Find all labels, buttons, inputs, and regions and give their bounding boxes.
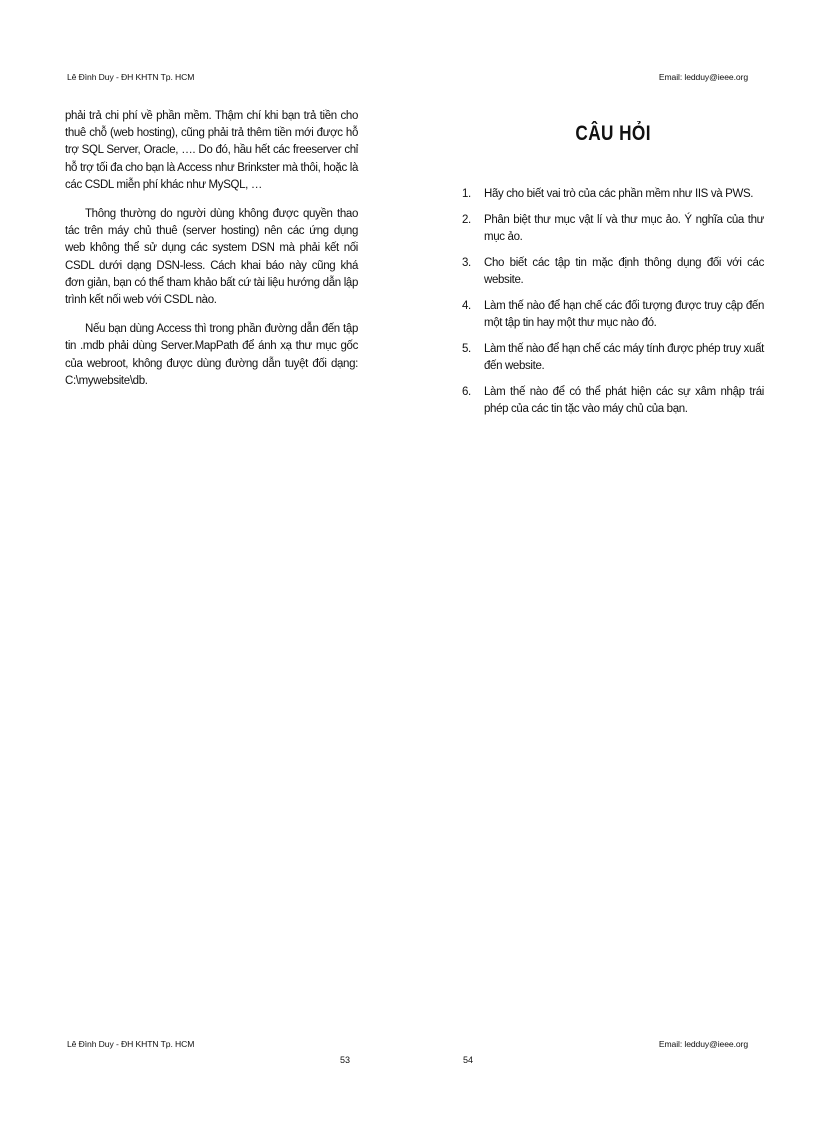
page-number-right: 54 [463,1055,474,1065]
section-title: CÂU HỎI [575,122,651,145]
question-number: 1. [462,188,471,200]
paragraph: phải trả chi phí về phần mềm. Thậm chí khi bạn trả tiền cho thuê chỗ (web hosting), cũng phải trả thêm tiền mới được hỗ trợ SQL Server, Oracle, …. Do đó, hầu hết các freeserver chỉ hỗ trợ tối đa cho bạn là Access như Brinkster mà thôi, hoặc là các CSDL miễn phí khác như MySQL, … [65,110,358,191]
question-number: 6. [462,386,471,398]
header-email: Email: ledduy@ieee.org [658,72,748,82]
question-number: 4. [462,300,471,312]
list-item [459,341,764,375]
footer-author: Lê Đình Duy - ĐH KHTN Tp. HCM [67,1039,195,1049]
question-list [459,186,764,418]
question-text: Làm thế nào để hạn chế các đối tượng được truy cập đến một tập tin hay một thư mục nào đó. [484,300,764,329]
page-number-left: 53 [340,1055,351,1065]
list-item [459,384,764,418]
question-number: 5. [462,343,471,355]
question-text: Làm thế nào để hạn chế các máy tính được phép truy xuất đến website. [484,343,764,372]
header-author: Lê Đình Duy - ĐH KHTN Tp. HCM [67,72,195,82]
paragraph: Thông thường do người dùng không được quyền thao tác trên máy chủ thuê (server hosting) nên các ứng dụng web không thể sử dụng các system DSN mà phải kết nối CSDL dưới dạng DSN-less. Cách khai báo này cũng khá đơn giản, bạn có thể tham khảo bất cứ tài liệu hướng dẫn lập trình kết nối web với CSDL nào. [65,208,358,307]
question-text: Làm thế nào để có thể phát hiện các sự xâm nhập trái phép của các tin tặc vào máy chủ của bạn. [484,386,764,415]
list-item [459,212,764,246]
right-page-body [459,108,764,427]
question-text: Cho biết các tập tin mặc định thông dụng đối với các website. [484,257,764,286]
left-page-body [65,108,358,402]
footer-email: Email: ledduy@ieee.org [658,1039,748,1049]
list-item [459,255,764,289]
question-number: 3. [462,257,471,269]
question-text: Phân biệt thư mục vật lí và thư mục ảo. Ý nghĩa của thư mục ảo. [484,214,764,243]
question-text: Hãy cho biết vai trò của các phần mềm như IIS và PWS. [484,188,754,200]
list-item [459,298,764,332]
question-number: 2. [462,214,471,226]
paragraph: Nếu bạn dùng Access thì trong phần đường dẫn đến tập tin .mdb phải dùng Server.MapPath để ánh xạ thư mục gốc của webroot, không được dùng đường dẫn tuyệt đối dạng: C:\mywebsite\db. [65,323,358,387]
list-item [459,186,764,203]
